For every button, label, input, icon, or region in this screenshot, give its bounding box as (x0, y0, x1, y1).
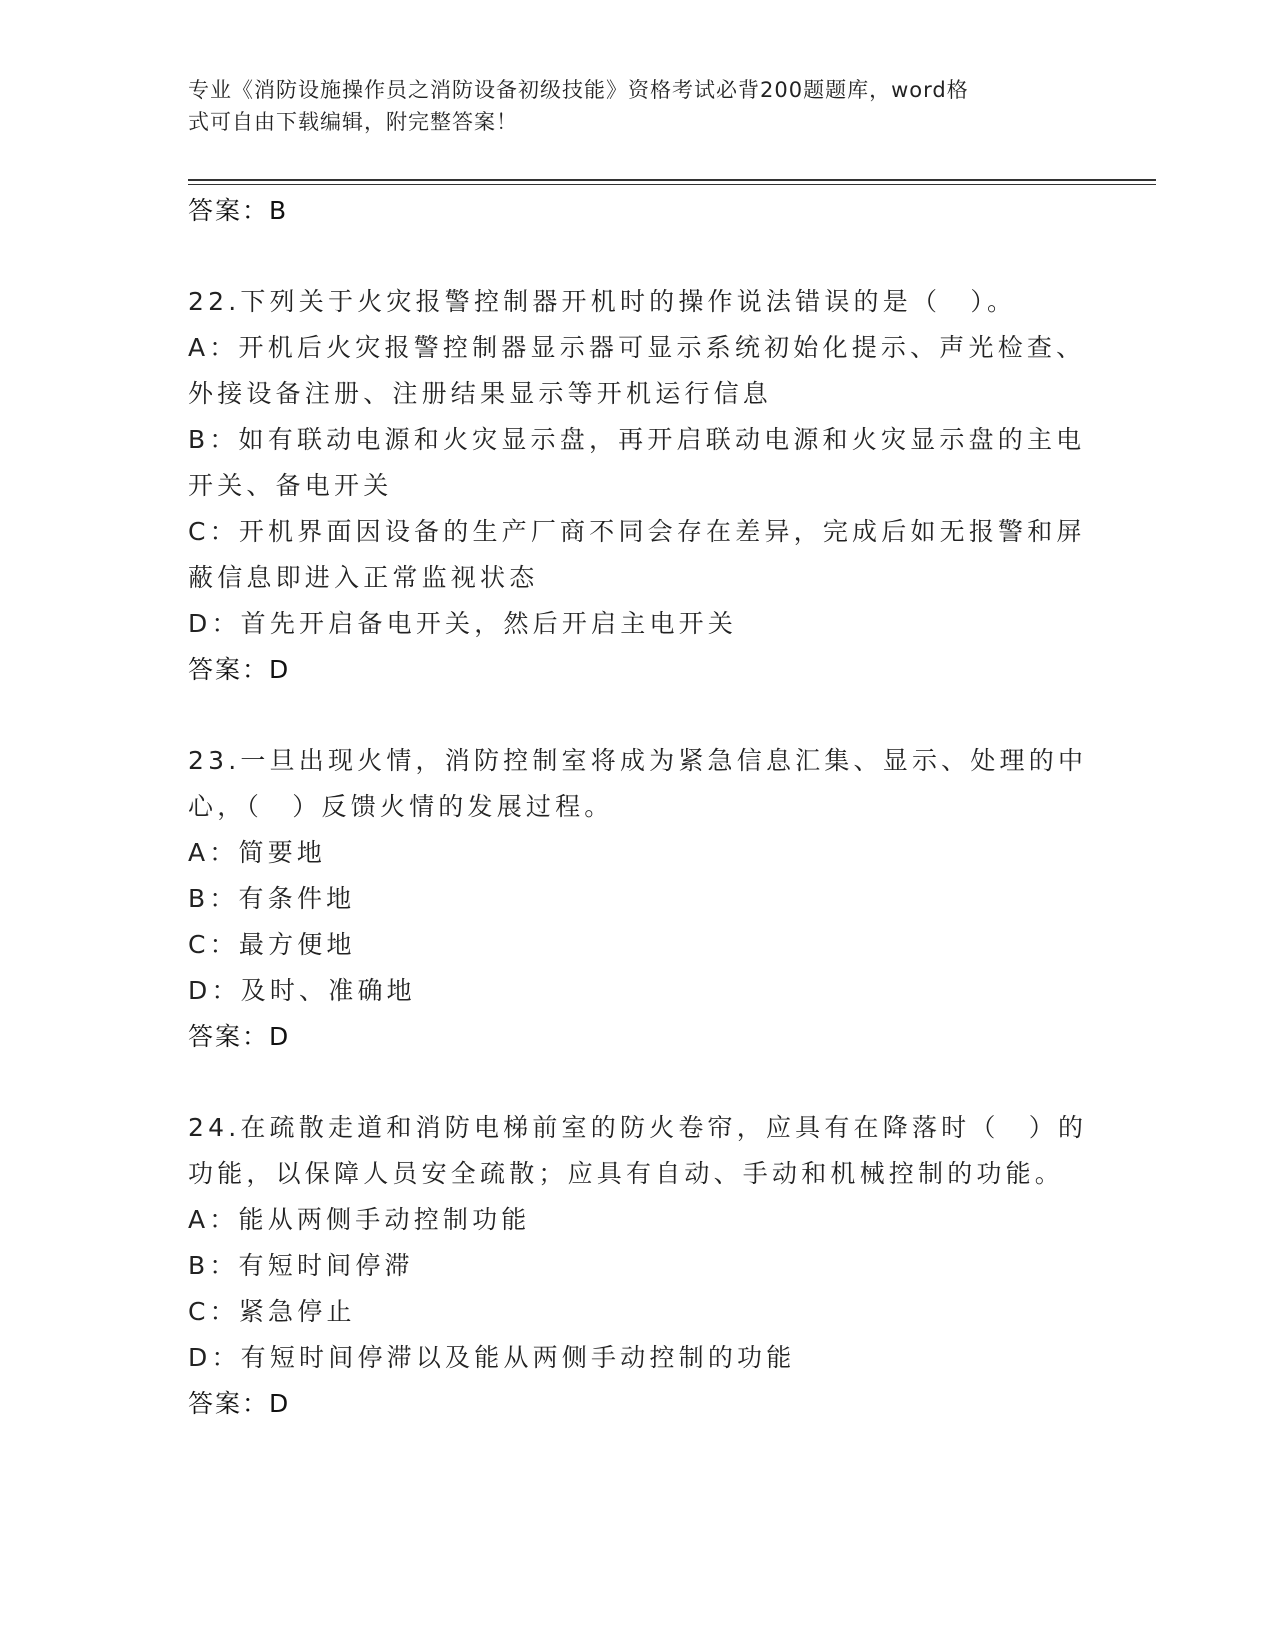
header-line-1: 专业《消防设施操作员之消防设备初级技能》资格考试必背200题题库，word格 (188, 78, 969, 102)
spacer (188, 234, 1088, 279)
spacer (188, 693, 1088, 738)
page-header (188, 74, 1068, 138)
answer: 答案：D (188, 655, 291, 684)
question-stem: 23.一旦出现火情，消防控制室将成为紧急信息汇集、显示、处理的中 (188, 746, 1088, 775)
spacer (188, 1060, 1088, 1105)
option-c-cont: 蔽信息即进入正常监视状态 (188, 563, 539, 592)
answer: 答案：D (188, 1389, 291, 1418)
previous-answer: 答案：B (188, 196, 289, 225)
option-b-cont: 开关、备电开关 (188, 471, 393, 500)
header-divider-thin (188, 184, 1156, 185)
question-22 (188, 279, 1088, 693)
question-stem-cont: 功能，以保障人员安全疏散；应具有自动、手动和机械控制的功能。 (188, 1159, 1065, 1188)
option-d: D：首先开启备电开关，然后开启主电开关 (188, 609, 738, 638)
option-d: D：及时、准确地 (188, 976, 416, 1005)
option-a: A：简要地 (188, 838, 327, 867)
option-c: C：最方便地 (188, 930, 356, 959)
option-a: A：能从两侧手动控制功能 (188, 1205, 531, 1234)
option-b: B：如有联动电源和火灾显示盘，再开启联动电源和火灾显示盘的主电 (188, 425, 1086, 454)
question-stem: 22.下列关于火灾报警控制器开机时的操作说法错误的是（ ）。 (188, 287, 1017, 316)
option-a: A：开机后火灾报警控制器显示器可显示系统初始化提示、声光检查、 (188, 333, 1086, 362)
option-a-cont: 外接设备注册、注册结果显示等开机运行信息 (188, 379, 773, 408)
question-23 (188, 738, 1088, 1060)
header-divider (188, 179, 1156, 181)
question-24 (188, 1105, 1088, 1427)
header-line-2: 式可自由下载编辑，附完整答案！ (188, 110, 518, 134)
question-stem-cont: 心，（ ）反馈火情的发展过程。 (188, 792, 614, 821)
option-c: C：开机界面因设备的生产厂商不同会存在差异，完成后如无报警和屏 (188, 517, 1086, 546)
question-content (188, 188, 1088, 1427)
option-b: B：有条件地 (188, 884, 356, 913)
answer: 答案：D (188, 1022, 291, 1051)
option-c: C：紧急停止 (188, 1297, 356, 1326)
option-b: B：有短时间停滞 (188, 1251, 414, 1280)
option-d: D：有短时间停滞以及能从两侧手动控制的功能 (188, 1343, 796, 1372)
question-stem: 24.在疏散走道和消防电梯前室的防火卷帘，应具有在降落时（ ）的 (188, 1113, 1088, 1142)
